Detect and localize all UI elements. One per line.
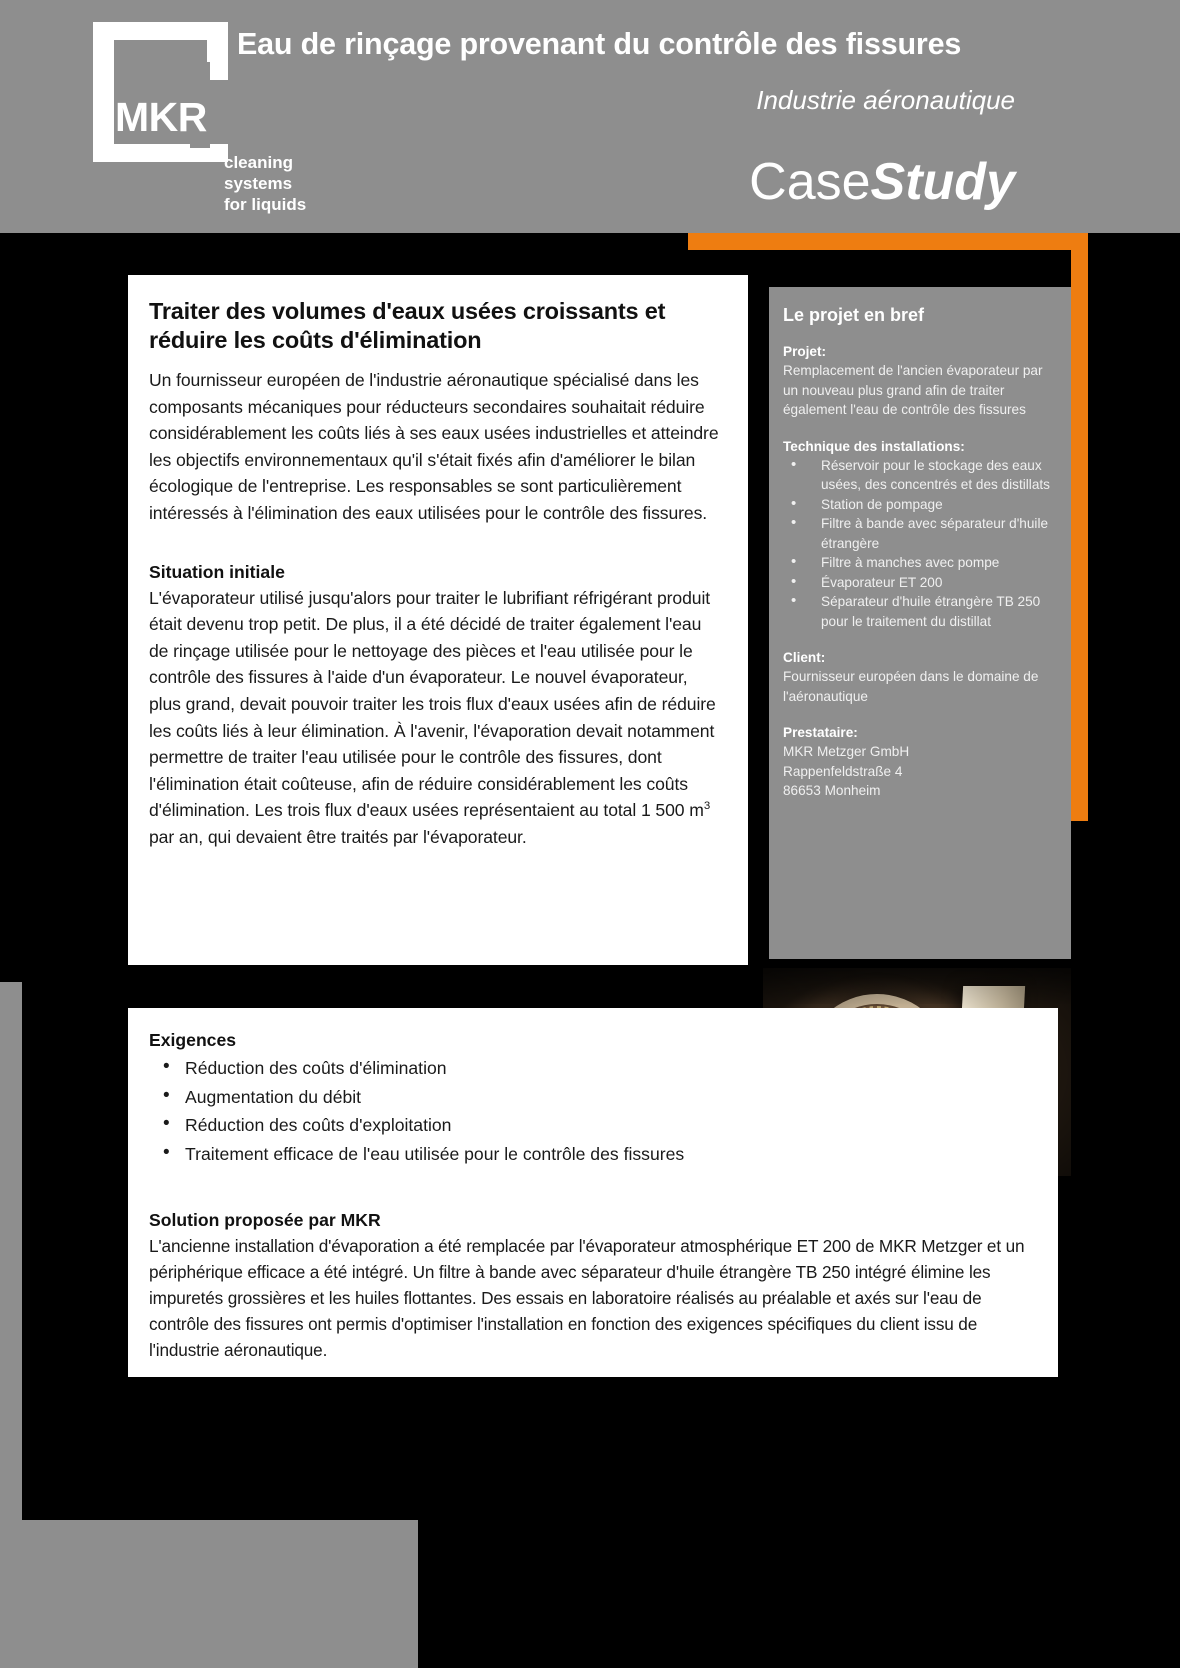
sidebar-provider-name: MKR Metzger GmbH [783, 744, 910, 759]
sidebar-provider-label: Prestataire: [783, 725, 858, 740]
sidebar-technique-list [783, 456, 1057, 632]
situation-section [149, 559, 722, 851]
situation-heading: Situation initiale [149, 561, 285, 582]
logo-tagline-line-3: for liquids [224, 195, 307, 214]
list-item: • Filtre à bande avec séparateur d'huile étrangère [783, 514, 1057, 553]
page-subtitle: Industrie aéronautique [756, 85, 1015, 115]
sidebar-client-label: Client: [783, 650, 826, 665]
sidebar-technique-label: Technique des installations: [783, 438, 965, 454]
page-title: Eau de rinçage provenant du contrôle des fissures [237, 27, 962, 61]
requirements-list [149, 1054, 1036, 1168]
case-study-label [437, 152, 1015, 212]
logo-tagline-line-1: cleaning [224, 153, 293, 172]
project-summary-sidebar [769, 287, 1071, 959]
header-right-filler [1088, 0, 1180, 233]
sidebar-spacer-1 [783, 420, 1057, 437]
sidebar-heading: Le projet en bref [783, 305, 925, 325]
right-black-column [1088, 233, 1180, 1520]
solution-section [149, 1207, 1036, 1363]
orange-accent-bar-top [688, 233, 1088, 250]
situation-paragraph [149, 585, 722, 851]
left-grey-strip [0, 982, 22, 1520]
case-study-word-case: Case [749, 153, 871, 211]
sidebar-provider-street: Rappenfeldstraße 4 [783, 763, 903, 779]
main-content-card [128, 275, 748, 965]
solution-paragraph: L'ancienne installation d'évaporation a été remplacée par l'évaporateur atmosphérique ET 200 de MKR Metzger et un périphérique efficace a été intégré. Un filtre à bande avec séparateur d'huile étrangère TB 250 intégré élimine les impuretés grossières et les huiles flottantes. Des essais en laboratoire réalisés au préalable et axés sur l'eau de contrôle des fissures ont permis d'optimiser l'installation en fonction des exigences spécifiques du client issu de l'industrie aéronautique. [149, 1236, 1025, 1360]
list-item: • Séparateur d'huile étrangère TB 250 pour le traitement du distillat [783, 592, 1057, 631]
list-item: • Augmentation du débit [149, 1083, 1036, 1112]
logo-tagline [224, 152, 306, 215]
list-item: • Réduction des coûts d'exploitation [149, 1111, 1036, 1140]
logo-bar-right [207, 22, 228, 80]
logo-wordmark: MKR [115, 94, 207, 140]
page-header [0, 0, 1180, 233]
list-item: • Réduction des coûts d'élimination [149, 1054, 1036, 1083]
list-item: • Traitement efficace de l'eau utilisée pour le contrôle des fissures [149, 1140, 1036, 1169]
situation-text-part-1: L'évaporateur utilisé jusqu'alors pour traiter le lubrifiant réfrigérant produit était devenu trop petit. De plus, il a été décidé de traiter également l'eau de rinçage utilisée pour le nettoyage des pièces et l'eau utilisée pour le contrôle des fissures à l'aide d'un évaporateur. Le nouvel évaporateur, plus grand, devait pouvoir traiter les trois flux d'eaux usées afin de réduire les coûts liés à leur élimination. À l'avenir, l'évaporation devait notamment permettre de traiter l'eau utilisée pour le contrôle des fissures, dont l'élimination était coûteuse, afin de réduire considérablement les coûts d'élimination. Les trois flux d'eaux usées représentaient au total 1 500 m [149, 587, 716, 821]
footer-grey-block [0, 1520, 418, 1668]
sidebar-project-text: Remplacement de l'ancien évaporateur par un nouveau plus grand afin de traiter également l'eau de contrôle des fissures [783, 363, 1043, 417]
solution-heading: Solution proposée par MKR [149, 1210, 381, 1230]
main-heading: Traiter des volumes d'eaux usées croissants et réduire les coûts d'élimination [149, 298, 666, 353]
sidebar-project-label: Projet: [783, 344, 827, 359]
orange-accent-bar-right [1071, 233, 1088, 821]
list-item: • Filtre à manches avec pompe [783, 553, 1057, 573]
footer-black-block [418, 1520, 1180, 1668]
situation-text-part-2: par an, qui devaient être traités par l'évaporateur. [149, 826, 527, 847]
logo-bar-left [93, 22, 114, 162]
lower-content-card [128, 1008, 1058, 1377]
sidebar-client-text: Fournisseur européen dans le domaine de l'aéronautique [783, 669, 1039, 704]
intro-paragraph: Un fournisseur européen de l'industrie aéronautique spécialisé dans les composants mécaniques pour réducteurs secondaires souhaitait réduire considérablement les coûts liés à ses eaux usées industrielles et atteindre les objectifs environnementaux qu'il s'était fixés afin d'améliorer le bilan écologique de l'entreprise. Les responsables se sont particulièrement intéressés à l'élimination des eaux utilisées pour le contrôle des fissures. [149, 370, 719, 523]
list-item: • Réservoir pour le stockage des eaux usées, des concentrés et des distillats [783, 456, 1057, 495]
list-item: • Station de pompage [783, 495, 1057, 515]
logo-tagline-line-2: systems [224, 174, 293, 193]
sidebar-provider-city: 86653 Monheim [783, 783, 881, 798]
sidebar-spacer-2 [783, 631, 1057, 648]
sidebar-spacer-3 [783, 706, 1057, 723]
requirements-heading: Exigences [149, 1030, 237, 1050]
case-study-word-study: Study [870, 153, 1015, 211]
list-item: • Évaporateur ET 200 [783, 573, 1057, 593]
mkr-logo [93, 22, 228, 162]
cubic-meter-exponent: 3 [703, 800, 711, 813]
